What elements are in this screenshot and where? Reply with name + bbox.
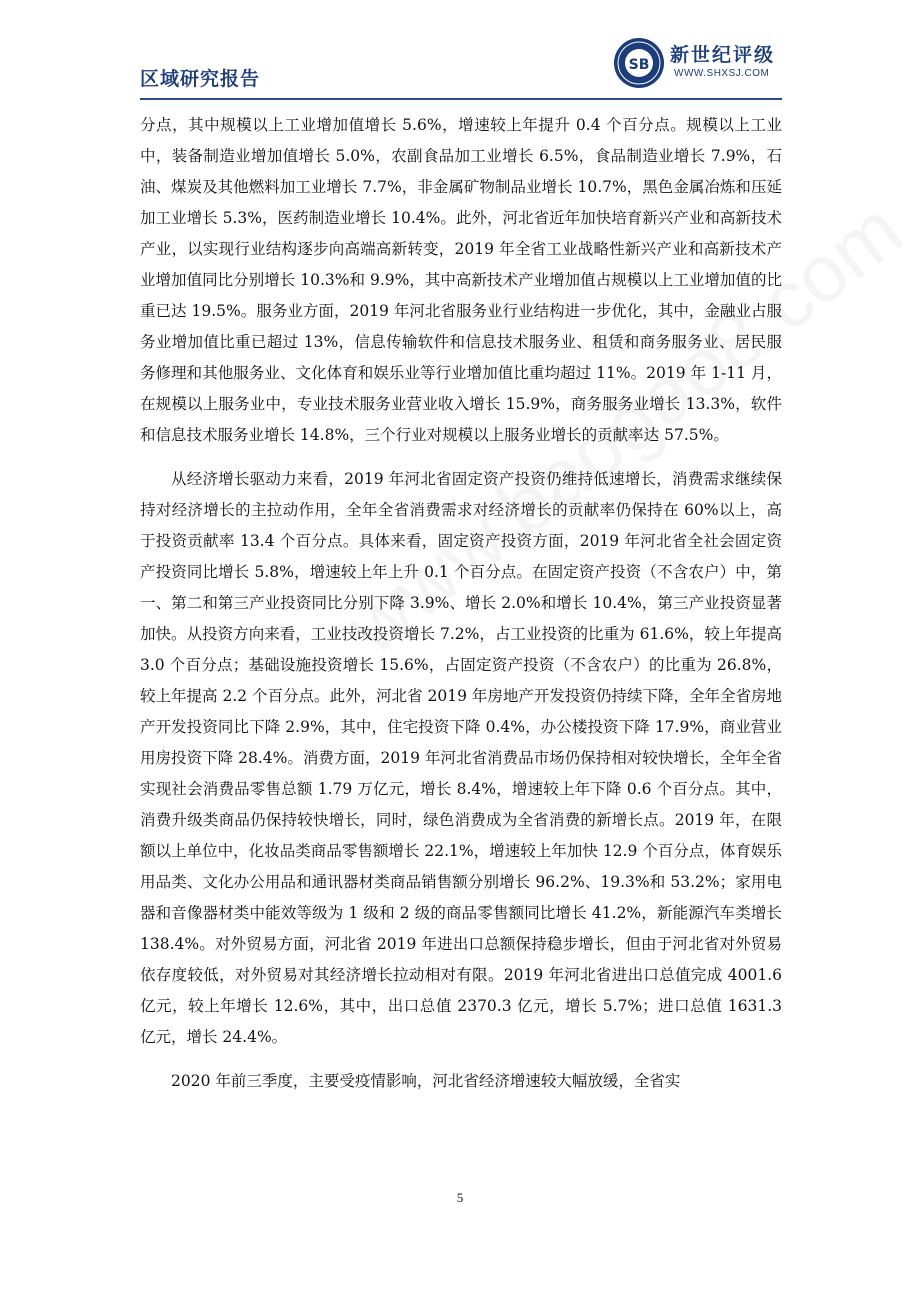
report-body	[140, 110, 782, 1110]
page-number: 5	[456, 1190, 464, 1205]
logo-company-name: 新世纪评级	[670, 44, 776, 66]
company-logo	[612, 36, 782, 92]
logo-website-url[interactable]: WWW.SHXSJ.COM	[674, 68, 770, 79]
logo-emblem-text: SB	[628, 57, 650, 73]
paragraph-1: 分点，其中规模以上工业增加值增长 5.6%，增速较上年提升 0.4 个百分点。规模以上工业中，装备制造业增加值增长 5.0%，农副食品加工业增长 6.5%，食品制造业增长 7.9%，石油、煤炭及其他燃料加工业增长 7.7%，非金属矿物制品业增长 10.7%，黑色金属冶炼和压延加工业增长 5.3%，医药制造业增长 10.4%。此外，河北省近年加快培育新兴产业和高新技术产业，以实现行业结构逐步向高端高新转变，2019 年全省工业战略性新兴产业和高新技术产业增加值同比分别增长 10.3%和 9.9%，其中高新技术产业增加值占规模以上工业增加值的比重已达 19.5%。服务业方面，2019 年河北省服务业行业结构进一步优化，其中，金融业占服务业增加值比重已超过 13%，信息传输软件和信息技术服务业、租赁和商务服务业、居民服务修理和其他服务业、文化体育和娱乐业等行业增加值比重均超过 11%。2019 年 1-11 月，在规模以上服务业中，专业技术服务业营业收入增长 15.9%，商务服务业增长 13.3%，软件和信息技术服务业增长 14.8%，三个行业对规模以上服务业增长的贡献率达 57.5%。	[140, 116, 782, 444]
paragraph-2: 从经济增长驱动力来看，2019 年河北省固定资产投资仍维持低速增长，消费需求继续保持对经济增长的主拉动作用，全年全省消费需求对经济增长的贡献率仍保持在 60%以上，高于投资贡献率 13.4 个百分点。具体来看，固定资产投资方面，2019 年河北省全社会固定资产投资同比增长 5.8%，增速较上年上升 0.1 个百分点。在固定资产投资（不含农户）中，第一、第二和第三产业投资同比分别下降 3.9%、增长 2.0%和增长 10.4%，第三产业投资显著加快。从投资方向来看，工业技改投资增长 7.2%，占工业投资的比重为 61.6%，较上年提高 3.0 个百分点；基础设施投资增长 15.6%，占固定资产投资（不含农户）的比重为 26.8%，较上年提高 2.2 个百分点。此外，河北省 2019 年房地产开发投资仍持续下降，全年全省房地产开发投资同比下降 2.9%，其中，住宅投资下降 0.4%，办公楼投资下降 17.9%，商业营业用房投资下降 28.4%。消费方面，2019 年河北省消费品市场仍保持相对较快增长，全年全省实现社会消费品零售总额 1.79 万亿元，增长 8.4%，增速较上年下降 0.6 个百分点。其中，消费升级类商品仍保持较快增长，同时，绿色消费成为全省消费的新增长点。2019 年，在限额以上单位中，化妆品类商品零售额增长 22.1%，增速较上年加快 12.9 个百分点，体育娱乐用品类、文化办公用品和通讯器材类商品销售额分别增长 96.2%、19.3%和 53.2%；家用电器和音像器材类中能效等级为 1 级和 2 级的商品零售额同比增长 41.2%，新能源汽车类增长 138.4%。对外贸易方面，河北省 2019 年进出口总额保持稳步增长，但由于河北省对外贸易依存度较低，对外贸易对其经济增长拉动相对有限。2019 年河北省进出口总值完成 4001.6 亿元，较上年增长 12.6%，其中，出口总值 2370.3 亿元，增长 5.7%；进口总值 1631.3 亿元，增长 24.4%。	[140, 470, 782, 1046]
report-category-title: 区域研究报告	[140, 68, 261, 90]
paragraph-3: 2020 年前三季度，主要受疫情影响，河北省经济增速较大幅放缓，全省实	[171, 1072, 681, 1090]
logo-emblem-icon	[612, 36, 666, 90]
header-divider	[140, 98, 782, 100]
